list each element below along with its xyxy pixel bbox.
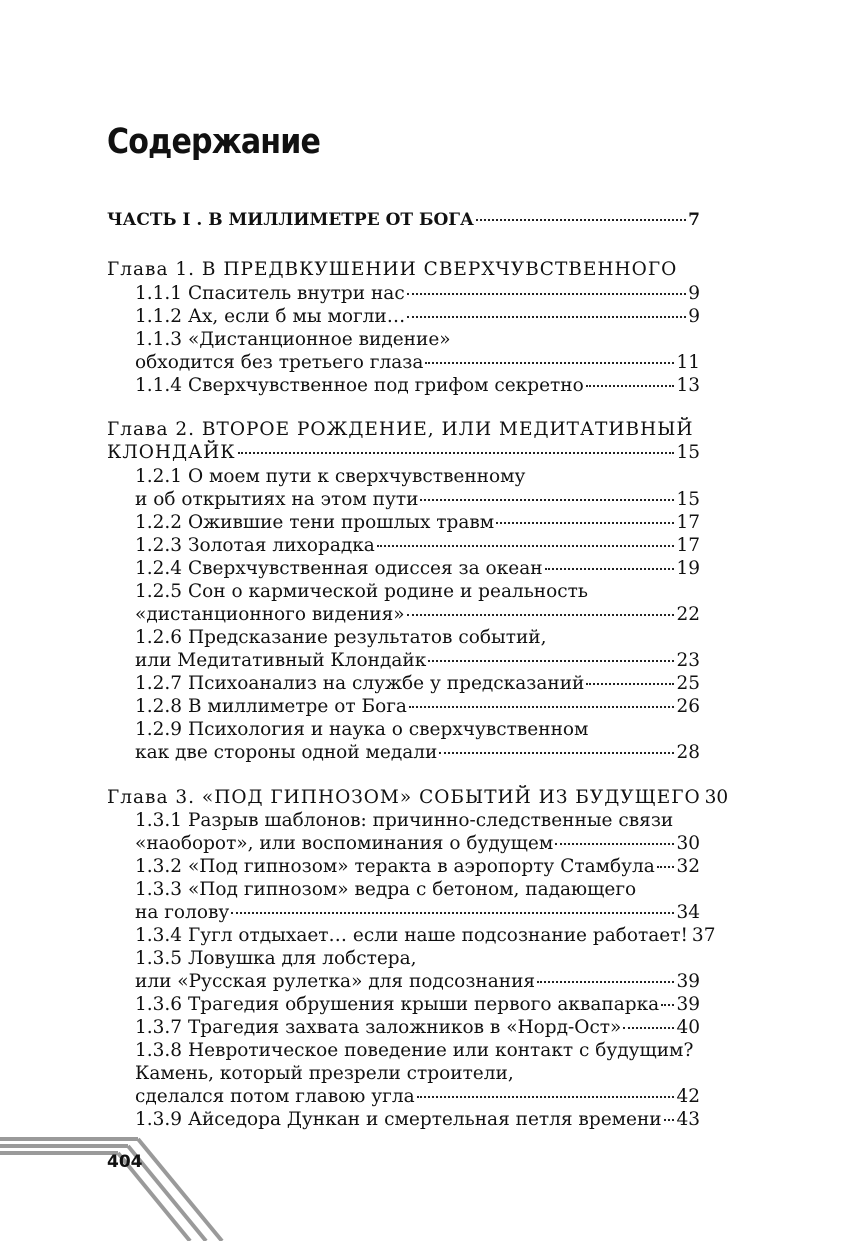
dot-leader (417, 1096, 675, 1098)
toc-entry[interactable] (135, 374, 700, 398)
toc-entry-text: или Медитативный Клондайк (135, 650, 427, 671)
toc-entry[interactable] (135, 1108, 700, 1132)
toc-entry-text: как две стороны одной медали (135, 742, 438, 763)
dot-leader (586, 683, 674, 685)
toc-entry-text: на голову (135, 902, 230, 923)
dot-leader (664, 1119, 675, 1121)
dot-leader (428, 660, 674, 662)
toc-entry-line[interactable]: 1.1.3 «Дистанционное видение» (135, 329, 451, 350)
toc-entry[interactable] (135, 649, 700, 673)
dot-leader (420, 499, 674, 501)
toc-entry-text: обходится без третьего глаза (135, 352, 424, 373)
toc-entry-text: или «Русская рулетка» для подсознания (135, 971, 536, 992)
dot-leader (586, 385, 675, 387)
toc-page-number: 22 (676, 604, 700, 625)
toc-entry-text: «дистанционного видения» (135, 604, 405, 625)
toc-page-number: 28 (676, 742, 700, 763)
toc-entry[interactable] (135, 672, 700, 696)
toc-entry-text: 1.1.4 Сверхчувственное под грифом секретно (135, 375, 584, 396)
toc-entry-text: и об открытиях на этом пути (135, 489, 419, 510)
toc-entry-text: 1.2.4 Сверхчувственная одиссея за океан (135, 558, 543, 579)
dot-leader (425, 362, 674, 364)
dot-leader (661, 1004, 674, 1006)
toc-entry-text: ЧАСТЬ I . В МИЛЛИМЕТРЕ ОТ БОГА (107, 210, 474, 230)
toc-page-number: 15 (676, 442, 700, 463)
toc-page-number: 13 (676, 375, 700, 396)
toc-entry[interactable] (135, 695, 700, 719)
dot-leader (407, 316, 686, 318)
toc-entry-text: 1.2.3 Золотая лихорадка (135, 535, 375, 556)
dot-leader (439, 752, 674, 754)
toc-entry[interactable] (135, 855, 700, 879)
toc-entry[interactable] (135, 1085, 700, 1109)
chapter-2-heading[interactable]: Глава 2. ВТОРОЕ РОЖДЕНИЕ, ИЛИ МЕДИТАТИВНЫЙ (107, 419, 694, 440)
toc-entry-text: 1.3.2 «Под гипнозом» теракта в аэропорту Стамбула (135, 856, 655, 877)
toc-entry-line[interactable]: 1.2.9 Психология и наука о сверхчувственном (135, 719, 589, 740)
chapter-3-heading[interactable] (107, 786, 729, 810)
toc-entry-text: «наоборот», или воспоминания о будущем (135, 833, 554, 854)
toc-entry-text: КЛОНДАЙК (107, 442, 236, 463)
dot-leader (623, 1027, 674, 1029)
toc-entry-line[interactable]: 1.2.1 О моем пути к сверхчувственному (135, 466, 526, 487)
toc-entry[interactable] (135, 1016, 700, 1040)
toc-entry[interactable] (135, 534, 700, 558)
toc-entry-text: 1.2.7 Психоанализ на службе у предсказаний (135, 673, 585, 694)
toc-page-number: 32 (676, 856, 700, 877)
dot-leader (657, 866, 675, 868)
toc-entry-text: 1.2.2 Ожившие тени прошлых травм (135, 512, 495, 533)
toc-page-number: 30 (676, 833, 700, 854)
dot-leader (231, 912, 674, 914)
dot-leader (555, 843, 674, 845)
page-number: 404 (107, 1152, 143, 1172)
toc-page-number: 34 (676, 902, 700, 923)
toc-entry-text: Глава 3. «ПОД ГИПНОЗОМ» СОБЫТИЙ ИЗ БУДУЩЕГО (107, 787, 701, 808)
toc-entry[interactable] (135, 993, 700, 1017)
toc-entry[interactable] (135, 741, 700, 765)
toc-page-number: 15 (676, 489, 700, 510)
toc-page-number: 42 (676, 1086, 700, 1107)
toc-entry-text: 1.1.1 Спаситель внутри нас (135, 283, 405, 304)
dot-leader (377, 545, 675, 547)
toc-entry-line[interactable]: 1.3.1 Разрыв шаблонов: причинно-следственные связи (135, 810, 674, 831)
toc-page-number: 17 (676, 512, 700, 533)
dot-leader (537, 981, 674, 983)
dot-leader (407, 293, 687, 295)
footer-decoration (0, 1135, 260, 1241)
toc-entry-text: 1.3.7 Трагедия захвата заложников в «Норд-Ост» (135, 1017, 622, 1038)
toc-entry-line[interactable]: 1.3.8 Невротическое поведение или контакт с будущим? (135, 1040, 694, 1061)
toc-entry-text: 1.3.6 Трагедия обрушения крыши первого аквапарка (135, 994, 660, 1015)
dot-leader (407, 614, 675, 616)
toc-page-number: 17 (676, 535, 700, 556)
toc-entry-line[interactable]: 1.2.6 Предсказание результатов событий, (135, 627, 547, 648)
toc-entry[interactable] (135, 557, 700, 581)
dot-leader (238, 452, 675, 454)
toc-entry[interactable] (135, 511, 700, 535)
toc-entry-line[interactable]: 1.3.3 «Под гипнозом» ведра с бетоном, падающего (135, 879, 637, 900)
dot-leader (545, 568, 675, 570)
toc-page-number: 26 (676, 696, 700, 717)
toc-entry-line[interactable]: 1.2.5 Сон о кармической родине и реальность (135, 581, 588, 602)
toc-page-number: 40 (676, 1017, 700, 1038)
toc-page-number: 25 (676, 673, 700, 694)
toc-entry[interactable] (135, 970, 700, 994)
toc-page-number: 9 (688, 283, 700, 304)
toc-part-1[interactable] (107, 208, 700, 232)
dot-leader (496, 522, 674, 524)
toc-entry-line[interactable]: Камень, который презрели строители, (135, 1063, 514, 1084)
toc-page-number: 43 (676, 1109, 700, 1130)
toc-entry-text: 1.1.2 Ах, если б мы могли… (135, 306, 406, 327)
toc-entry[interactable] (135, 901, 700, 925)
toc-page-number: 23 (676, 650, 700, 671)
toc-page-number: 7 (688, 210, 700, 230)
toc-page-number: 19 (676, 558, 700, 579)
toc-entry-text: 1.2.8 В миллиметре от Бога (135, 696, 407, 717)
dot-leader (409, 706, 675, 708)
toc-entry-text: сделался потом главою угла (135, 1086, 415, 1107)
toc-page-number: 37 (691, 925, 716, 946)
toc-entry[interactable] (135, 351, 700, 375)
toc-entry[interactable] (135, 924, 716, 948)
toc-entry[interactable] (135, 305, 700, 329)
toc-entry-line[interactable]: 1.3.5 Ловушка для лобстера, (135, 948, 417, 969)
toc-page-number: 11 (676, 352, 700, 373)
toc-page-number: 39 (676, 971, 700, 992)
chapter-2-heading-line2[interactable] (107, 441, 700, 465)
toc-entry[interactable] (135, 832, 700, 856)
toc-page-number: 39 (676, 994, 700, 1015)
toc-entry-text: 1.3.9 Айседора Дункан и смертельная петля времени (135, 1109, 662, 1130)
toc-page-number: 9 (688, 306, 700, 327)
toc-entry[interactable] (135, 282, 700, 306)
toc-entry-text: 1.3.4 Гугл отдыхает… если наше подсознание работает! (135, 925, 688, 946)
page-title: Содержание (107, 122, 321, 162)
toc-page-number: 30 (704, 787, 729, 808)
chapter-1-heading[interactable]: Глава 1. В ПРЕДВКУШЕНИИ СВЕРХЧУВСТВЕННОГО (107, 259, 678, 280)
dot-leader (476, 219, 686, 221)
toc-entry[interactable] (135, 488, 700, 512)
toc-entry[interactable] (135, 603, 700, 627)
